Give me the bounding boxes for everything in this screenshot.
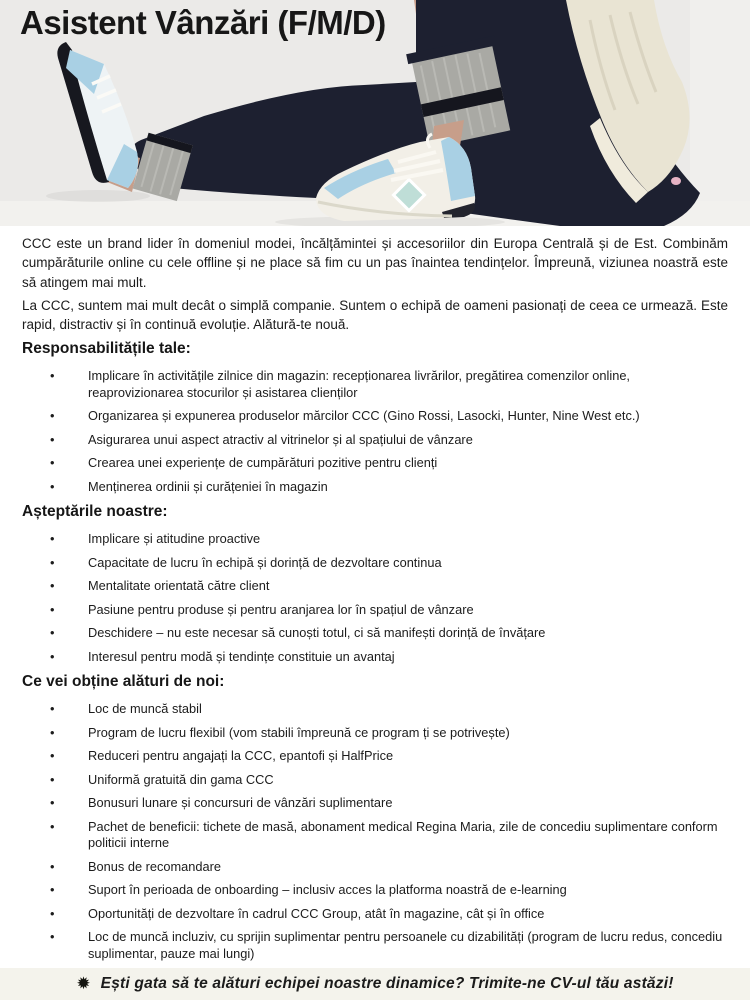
- intro-paragraph-2: La CCC, suntem mai mult decât o simplă companie. Suntem o echipă de oameni pasionați de ceea ce urmează. Este rapid, distractiv și în continuă evoluție. Alătură-te nouă.: [22, 297, 728, 333]
- list-item: • Implicare în activitățile zilnice din magazin: recepționarea livrărilor, pregătirea comenzilor online, reaprovizionarea stocurilor și asistarea clienților: [22, 368, 728, 401]
- section-heading: Responsabilitățile tale:: [22, 340, 191, 358]
- list-item: • Pachet de beneficii: tichete de masă, abonament medical Regina Maria, zile de concediu suplimentare conform politicii interne: [22, 819, 728, 852]
- list-item: • Loc de muncă incluziv, cu sprijin suplimentar pentru persoanele cu dizabilități (program de lucru redus, concediu suplimentar, pauze mai lungi): [22, 929, 728, 962]
- list-item: • Organizarea și expunerea produselor mărcilor CCC (Gino Rossi, Lasocki, Hunter, Nine West etc.): [22, 408, 728, 425]
- intro-paragraph-1: CCC este un brand lider în domeniul modei, încălțămintei și accesoriilor din Europa Centrală și de Est. Combinăm cumpărăturile online cu cele offline și ne place să fim cu un pas înaintea tendințelor. Împreună, viziunea noastră este să atingem mai mult.: [22, 236, 728, 290]
- section-expectations: [22, 502, 728, 665]
- section-responsibilities: [22, 339, 728, 495]
- list-item: • Crearea unei experiențe de cumpărături pozitive pentru clienți: [22, 455, 728, 472]
- list-item: • Interesul pentru modă și tendințe constituie un avantaj: [22, 649, 728, 666]
- section-heading: Ce vei obține alături de noi:: [22, 673, 225, 691]
- list-item: • Bonus de recomandare: [22, 859, 728, 876]
- sparkle-icon: ✹: [76, 973, 91, 993]
- intro-block: [22, 234, 728, 334]
- list-item: • Bonusuri lunare și concursuri de vânzări suplimentare: [22, 795, 728, 812]
- list-item: • Asigurarea unui aspect atractiv al vitrinelor și al spațiului de vânzare: [22, 432, 728, 449]
- job-description: [0, 226, 750, 962]
- list-item: • Oportunități de dezvoltare în cadrul CCC Group, atât în magazine, cât și în office: [22, 906, 728, 923]
- list-item: • Capacitate de lucru în echipă și dorință de dezvoltare continua: [22, 555, 728, 572]
- section-heading: Așteptările noastre:: [22, 503, 168, 521]
- cta-text: Ești gata să te alături echipei noastre dinamice? Trimite-ne CV-ul tău astăzi!: [100, 975, 674, 992]
- section-benefits: [22, 672, 728, 962]
- bullet-list: [22, 368, 728, 495]
- list-item: • Loc de muncă stabil: [22, 701, 728, 718]
- list-item: • Mentalitate orientată către client: [22, 578, 728, 595]
- bullet-list: [22, 701, 728, 962]
- cta-banner: [0, 968, 750, 1000]
- list-item: • Pasiune pentru produse și pentru aranjarea lor în spațiul de vânzare: [22, 602, 728, 619]
- list-item: • Deschidere – nu este necesar să cunoști totul, ci să manifești dorință de învățare: [22, 625, 728, 642]
- bullet-list: [22, 531, 728, 665]
- page-title: Asistent Vânzări (F/M/D): [20, 4, 386, 41]
- hero-photo: [0, 0, 750, 226]
- list-item: • Implicare și atitudine proactive: [22, 531, 728, 548]
- list-item: • Uniformă gratuită din gama CCC: [22, 772, 728, 789]
- list-item: • Suport în perioada de onboarding – inclusiv acces la platforma noastră de e-learning: [22, 882, 728, 899]
- list-item: • Program de lucru flexibil (vom stabili împreună ce program ți se potrivește): [22, 725, 728, 742]
- list-item: • Reduceri pentru angajați la CCC, epantofi și HalfPrice: [22, 748, 728, 765]
- list-item: • Menținerea ordinii și curățeniei în magazin: [22, 479, 728, 496]
